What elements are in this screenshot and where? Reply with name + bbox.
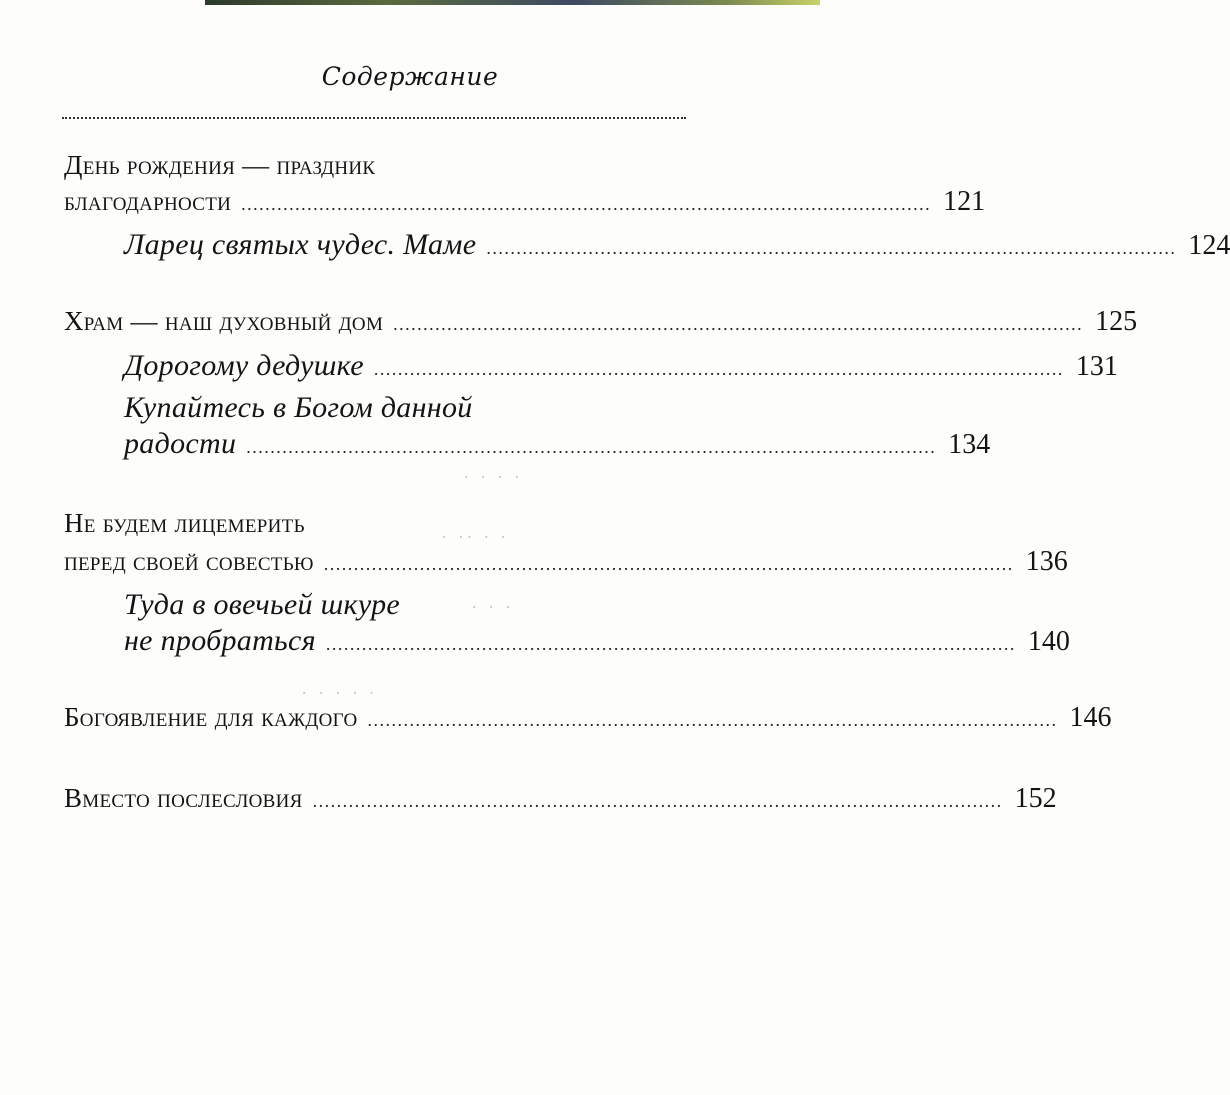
page-title: Содержание [321,62,499,91]
toc-page-number: 121 [943,186,986,217]
bleed-through-mark: · · · [470,600,513,616]
toc-page-number: 131 [1075,351,1118,382]
toc-page-number: 140 [1027,626,1070,657]
bleed-through-mark: · · · · [462,470,522,486]
leader-dots: ................................................................................................................... [241,194,932,214]
toc-entry-5[interactable] [0,427,991,475]
leader-dots: ................................................................................................................... [393,314,1084,334]
title-divider [62,117,686,119]
bleed-through-mark: · · · · · [300,686,376,702]
toc-entry-1[interactable] [0,186,986,234]
toc-entry-title: радости [124,427,237,460]
toc-entry-title: перед своей совестью [64,546,314,576]
leader-dots: ................................................................................................................... [486,238,1177,258]
toc-page-number: 125 [1095,306,1138,337]
toc-entry-2[interactable] [0,228,1230,276]
toc-page-number: 152 [1014,783,1057,814]
toc-page-number: 134 [948,429,991,460]
toc-entry-title: Не будем лицемерить [64,508,305,538]
toc-entry-4[interactable] [0,349,1118,397]
toc-entry-8[interactable] [0,702,1112,750]
leader-dots: ................................................................................................................... [323,554,1014,574]
toc-entry-9[interactable] [0,783,1057,831]
toc-page-number: 146 [1069,702,1112,733]
toc-entry-title: не пробраться [124,624,316,657]
toc-entry-title: Храм — наш духовный дом [64,306,384,336]
leader-dots: ................................................................................................................... [246,437,937,457]
toc-entry-7[interactable] [0,624,1070,672]
toc-entry-6[interactable] [0,546,1068,594]
leader-dots: ................................................................................................................... [367,710,1058,730]
leader-dots: ................................................................................................................... [325,634,1016,654]
toc-entry-title: Богоявление для каждого [64,702,358,732]
leader-dots: ................................................................................................................... [312,791,1003,811]
toc-entry-title: Туда в овечьей шкуре [124,588,401,621]
toc-entry-title: Ларец святых чудес. Маме [124,228,477,261]
toc-entry-title: Купайтесь в Богом данной [124,391,473,424]
toc-entry-3[interactable] [0,306,1138,354]
toc-entry-title: День рождения — праздник [64,150,376,180]
toc-entry-title: Дорогому дедушке [124,349,364,382]
bleed-through-mark: · ·· · · [440,530,508,546]
toc-page-number: 124 [1188,230,1230,261]
leader-dots: ................................................................................................................... [373,359,1064,379]
toc-entry-title: Вместо послесловия [64,783,303,813]
toc-entry-title: благодарности [64,186,232,216]
toc-page-number: 136 [1025,546,1068,577]
